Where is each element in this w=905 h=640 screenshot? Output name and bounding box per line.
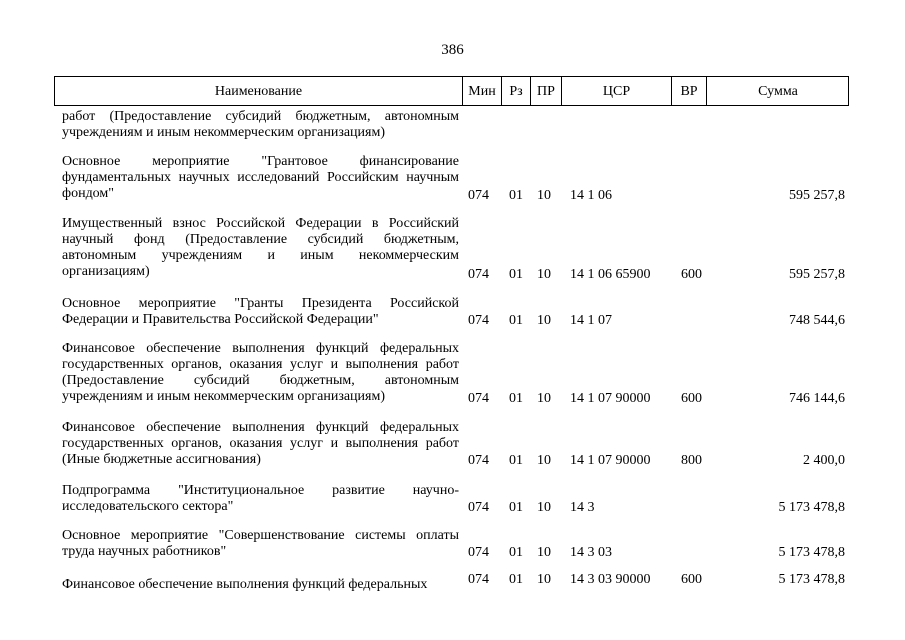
row-vr: 600 [681, 267, 702, 282]
row-rz: 01 [509, 453, 523, 468]
row-sum: 595 257,8 [789, 188, 845, 203]
row-name: Основное мероприятие "Совершенствование системы оплаты труда научных работников" [62, 528, 459, 559]
row-vr: 600 [681, 572, 702, 587]
header-vr: ВР [680, 84, 698, 99]
row-sum: 5 173 478,8 [778, 500, 845, 515]
row-sum: 748 544,6 [789, 313, 845, 328]
row-sum: 2 400,0 [803, 453, 845, 468]
header-pr: ПР [537, 84, 555, 99]
row-rz: 01 [509, 545, 523, 560]
row-sum: 5 173 478,8 [778, 545, 845, 560]
row-min: 074 [468, 545, 489, 560]
row-pr: 10 [537, 391, 551, 406]
row-sum: 5 173 478,8 [778, 572, 845, 587]
row-pr: 10 [537, 313, 551, 328]
row-min: 074 [468, 313, 489, 328]
row-rz: 01 [509, 500, 523, 515]
row-pr: 10 [537, 572, 551, 587]
row-min: 074 [468, 391, 489, 406]
row-name: работ (Предоставление субсидий бюджетным, автономным учреждениям и иным некоммерческим организациям) [62, 109, 459, 140]
budget-table [54, 76, 849, 592]
header-sum: Сумма [758, 84, 798, 99]
row-min: 074 [468, 267, 489, 282]
row-csr: 14 1 07 90000 [570, 453, 651, 468]
row-rz: 01 [509, 313, 523, 328]
row-name: Финансовое обеспечение выполнения функций федеральных государственных органов, оказания услуг и выполнения работ (Предоставление субсидий бюджетным, автономным учреждениям и иным некоммерческим организациям) [62, 341, 459, 404]
row-csr: 14 3 03 [570, 545, 612, 560]
table-header [54, 76, 849, 106]
row-min: 074 [468, 572, 489, 587]
row-pr: 10 [537, 500, 551, 515]
row-name: Финансовое обеспечение выполнения функций федеральных [62, 577, 428, 592]
page-number: 386 [441, 42, 464, 58]
row-vr: 600 [681, 391, 702, 406]
row-rz: 01 [509, 391, 523, 406]
row-sum: 595 257,8 [789, 267, 845, 282]
row-csr: 14 3 03 90000 [570, 572, 651, 587]
row-pr: 10 [537, 267, 551, 282]
header-name: Наименование [214, 84, 303, 99]
row-min: 074 [468, 453, 489, 468]
header-csr: ЦСР [602, 84, 631, 99]
row-csr: 14 1 07 90000 [570, 391, 651, 406]
row-name: Имущественный взнос Российской Федерации в Российский научный фонд (Предоставление субсидий бюджетным, автономным учреждениям и иным некоммерческим организациям) [62, 216, 459, 279]
row-csr: 14 1 07 [570, 313, 612, 328]
row-rz: 01 [509, 572, 523, 587]
row-csr: 14 1 06 65900 [570, 267, 651, 282]
row-pr: 10 [537, 453, 551, 468]
row-min: 074 [468, 188, 489, 203]
row-rz: 01 [509, 188, 523, 203]
header-rz: Рз [509, 84, 523, 99]
row-min: 074 [468, 500, 489, 515]
row-pr: 10 [537, 188, 551, 203]
row-name: Основное мероприятие "Грантовое финансирование фундаментальных научных исследований Российским научным фондом" [62, 154, 459, 201]
row-name: Основное мероприятие "Гранты Президента Российской Федерации и Правительства Российской Федерации" [62, 296, 459, 327]
row-csr: 14 3 [570, 500, 595, 515]
row-vr: 800 [681, 453, 702, 468]
header-min: Мин [468, 84, 496, 99]
row-name: Финансовое обеспечение выполнения функций федеральных государственных органов, оказания услуг и выполнения работ (Иные бюджетные ассигнования) [62, 420, 459, 467]
row-csr: 14 1 06 [570, 188, 612, 203]
row-name: Подпрограмма "Институциональное развитие научно-исследовательского сектора" [62, 483, 459, 514]
row-rz: 01 [509, 267, 523, 282]
row-sum: 746 144,6 [789, 391, 845, 406]
row-pr: 10 [537, 545, 551, 560]
